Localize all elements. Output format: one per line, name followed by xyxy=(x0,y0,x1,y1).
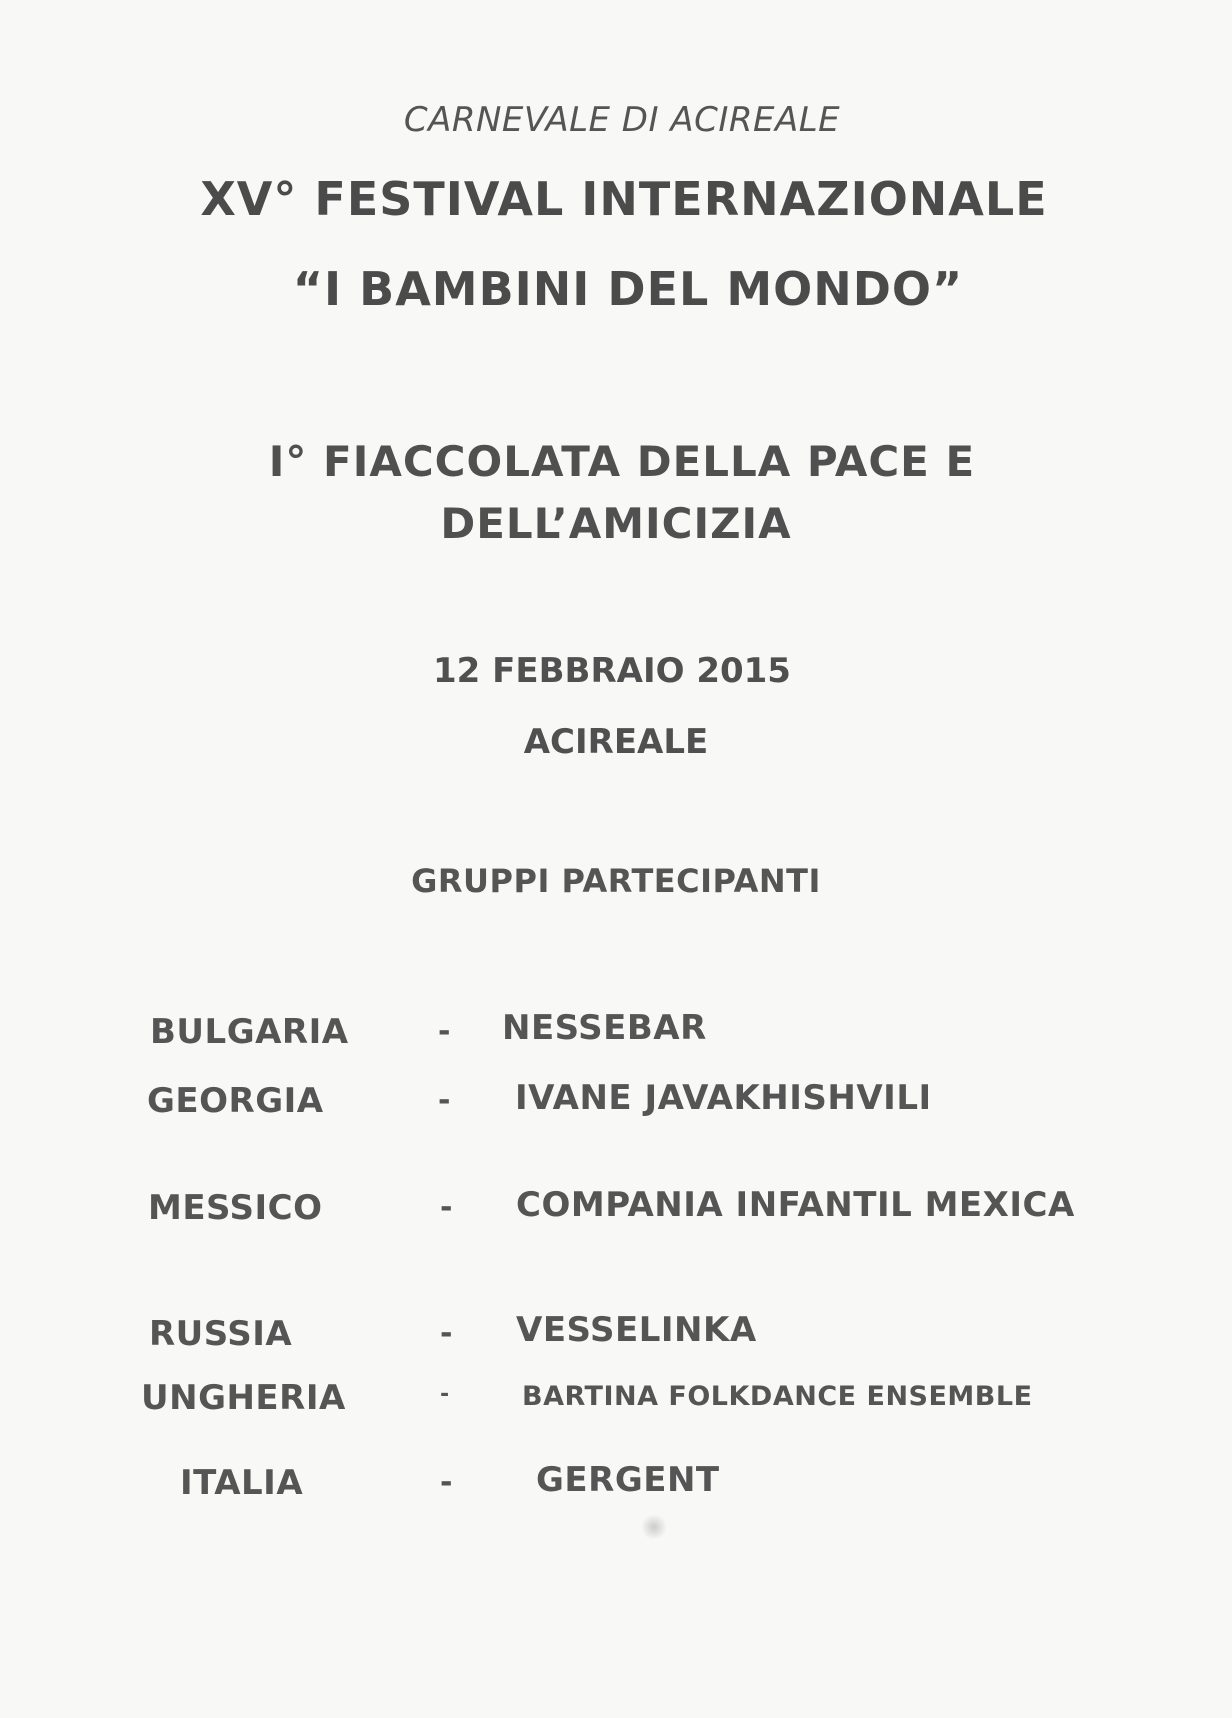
groups-heading: GRUPPI PARTECIPANTI xyxy=(411,862,821,900)
event-title-line1: I° FIACCOLATA DELLA PACE E xyxy=(268,437,976,486)
country-bulgaria: BULGARIA xyxy=(150,1012,349,1052)
separator-dash: - xyxy=(440,1382,450,1407)
event-city: ACIREALE xyxy=(523,722,709,762)
festival-name: “I BAMBINI DEL MONDO” xyxy=(292,262,964,316)
country-georgia: GEORGIA xyxy=(147,1081,324,1121)
separator-dash: - xyxy=(440,1190,453,1225)
country-russia: RUSSIA xyxy=(149,1314,293,1354)
festival-title: XV° FESTIVAL INTERNAZIONALE xyxy=(200,172,1048,226)
group-bartina-folkdance-ensemble: BARTINA FOLKDANCE ENSEMBLE xyxy=(522,1381,1033,1412)
group-nessebar: NESSEBAR xyxy=(502,1008,707,1048)
separator-dash: - xyxy=(440,1465,453,1500)
separator-dash: - xyxy=(438,1014,451,1049)
event-date: 12 FEBBRAIO 2015 xyxy=(433,651,791,691)
carnival-subtitle: CARNEVALE DI ACIREALE xyxy=(403,100,841,140)
event-title-line2: DELL’AMICIZIA xyxy=(440,499,792,548)
group-gergent: GERGENT xyxy=(536,1460,720,1500)
group-ivane-javakhishvili: IVANE JAVAKHISHVILI xyxy=(515,1078,932,1118)
group-compania-infantil-mexica: COMPANIA INFANTIL MEXICA xyxy=(516,1185,1075,1225)
group-vesselinka: VESSELINKA xyxy=(516,1310,757,1350)
separator-dash: - xyxy=(438,1083,451,1118)
country-italia: ITALIA xyxy=(180,1463,304,1503)
country-messico: MESSICO xyxy=(148,1188,323,1228)
country-ungheria: UNGHERIA xyxy=(141,1378,346,1418)
ink-smudge xyxy=(640,1515,668,1539)
separator-dash: - xyxy=(440,1316,453,1351)
